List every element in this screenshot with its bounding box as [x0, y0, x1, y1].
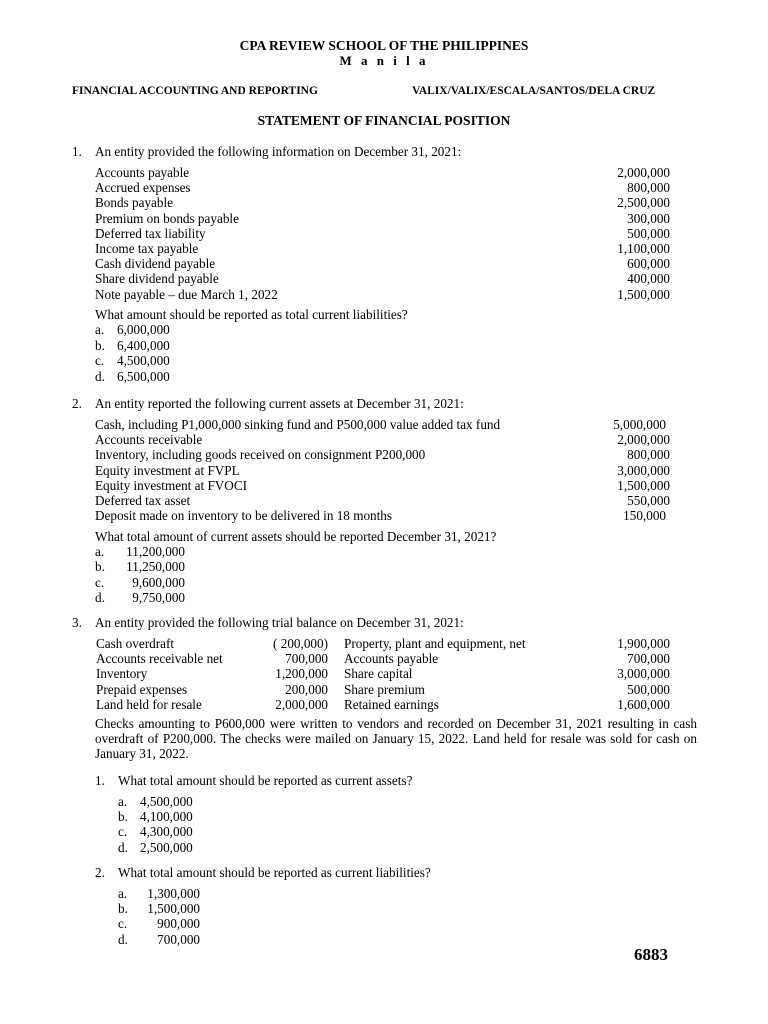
q2-item-row-amount: 5,000,000 [613, 417, 666, 432]
q3-stem: An entity provided the following trial balance on December 31, 2021: [95, 615, 464, 630]
answer-option [118, 840, 318, 855]
q3-right-row-amount: 500,000 [627, 681, 670, 697]
q2-item-row-amount: 800,000 [627, 447, 670, 463]
option-value: 6,500,000 [117, 368, 170, 384]
q3-right-row-label: Share capital [344, 666, 413, 682]
q3-right-row [344, 697, 670, 712]
q3-left-row-label: Land held for resale [96, 696, 202, 712]
q2-item-row [95, 432, 670, 447]
q2-item-row [95, 508, 670, 523]
option-value: 4,500,000 [117, 353, 170, 368]
q1-item-row-amount: 1,500,000 [617, 286, 670, 302]
answer-option [95, 544, 295, 559]
q3-left-row-amount: 200,000 [285, 681, 328, 697]
q3-left-row-amount: 700,000 [285, 651, 328, 667]
q3-left-row-label: Inventory [96, 666, 148, 682]
option-value: 6,400,000 [117, 337, 170, 353]
topic-title: STATEMENT OF FINANCIAL POSITION [257, 113, 511, 128]
answer-option [118, 824, 318, 839]
q3-number: 3. [72, 615, 82, 630]
q1-item-row [95, 226, 670, 241]
q1-item-row-label: Accrued expenses [95, 180, 191, 196]
option-letter: c. [95, 574, 105, 590]
q3-right-row-label: Accounts payable [344, 651, 439, 667]
q1-item-row [95, 256, 670, 271]
authors-label: VALIX/VALIX/ESCALA/SANTOS/DELA CRUZ [412, 85, 656, 97]
q1-question: What amount should be reported as total current liabilities? [95, 307, 408, 322]
q1-number: 1. [72, 144, 82, 159]
q3-right-row-label: Retained earnings [344, 696, 439, 712]
answer-option [95, 322, 295, 337]
q2-item-row-label: Deposit made on inventory to be delivered in 18 months [95, 508, 393, 524]
q2-number: 2. [72, 396, 82, 411]
option-letter: b. [95, 559, 105, 575]
q3-left-row-label: Accounts receivable net [96, 651, 223, 667]
q3-right-row-label: Property, plant and equipment, net [344, 636, 526, 651]
q2-item-row [95, 447, 670, 462]
q1-item-row-label: Premium on bonds payable [95, 210, 239, 226]
option-value: 11,200,000 [126, 544, 185, 559]
option-value: 900,000 [157, 916, 200, 932]
q2-item-row-amount: 2,000,000 [617, 432, 670, 448]
option-value: 9,750,000 [132, 589, 185, 605]
page-number: 6883 [634, 945, 668, 964]
q2-item-row [95, 463, 670, 478]
option-value: 11,250,000 [126, 559, 185, 575]
q3-sub1-number: 1. [95, 773, 105, 788]
q1-item-row [95, 287, 670, 302]
q2-question: What total amount of current assets should be reported December 31, 2021? [95, 529, 497, 544]
q1-item-row-label: Note payable – due March 1, 2022 [95, 286, 278, 302]
q1-item-row-label: Bonds payable [95, 195, 174, 211]
q1-item-row [95, 195, 670, 210]
q1-item-row-amount: 1,100,000 [617, 241, 670, 256]
q3-right-row-amount: 700,000 [627, 651, 670, 667]
q3-right-row [344, 651, 670, 666]
option-letter: b. [118, 809, 128, 825]
q2-item-row-label: Deferred tax asset [95, 493, 191, 508]
option-value: 9,600,000 [132, 574, 185, 590]
q1-item-row-label: Accounts payable [95, 165, 190, 180]
q1-item-row-amount: 600,000 [627, 256, 670, 272]
q3-left-row-label: Prepaid expenses [96, 681, 188, 697]
q2-item-row-amount: 3,000,000 [617, 462, 670, 478]
q2-stem: An entity reported the following current assets at December 31, 2021: [95, 396, 464, 411]
q1-item-row-label: Share dividend payable [95, 271, 219, 287]
q1-item-row-label: Income tax payable [95, 241, 199, 256]
answer-option [118, 916, 318, 931]
answer-option [95, 590, 295, 605]
q1-item-row-amount: 300,000 [627, 210, 670, 226]
answer-option [118, 901, 318, 916]
school-title: CPA REVIEW SCHOOL OF THE PHILIPPINES [239, 38, 529, 53]
q3-paragraph: Checks amounting to P600,000 were written to vendors and recorded on December 31, 2021 resulting in cash overdraft of P200,000. The checks were mailed on January 15, 2022. Land held for resale was sold for cash on January 31, 2022. [95, 716, 697, 762]
q3-left-row [96, 682, 328, 697]
q3-left-row-amount: 2,000,000 [275, 696, 328, 712]
option-value: 1,300,000 [147, 886, 200, 901]
option-value: 700,000 [157, 931, 200, 947]
q3-left-row [96, 651, 328, 666]
option-letter: b. [118, 901, 128, 917]
q2-item-row-amount: 150,000 [623, 508, 666, 524]
q3-left-row-amount: 1,200,000 [275, 666, 328, 682]
option-value: 2,500,000 [140, 839, 193, 855]
q1-item-row-amount: 500,000 [627, 225, 670, 241]
q3-left-row-label: Cash overdraft [96, 636, 174, 651]
q3-left-row-amount: ( 200,000) [273, 636, 328, 651]
option-letter: c. [118, 824, 128, 840]
answer-option [118, 932, 318, 947]
q3-right-row-amount: 3,000,000 [617, 666, 670, 682]
option-value: 6,000,000 [117, 322, 170, 337]
q2-item-row [95, 478, 670, 493]
subject-label: FINANCIAL ACCOUNTING AND REPORTING [72, 85, 318, 97]
answer-option [95, 353, 295, 368]
answer-option [118, 886, 318, 901]
q2-item-row-label: Cash, including P1,000,000 sinking fund and P500,000 value added tax fund [95, 417, 501, 432]
answer-option [95, 559, 295, 574]
q3-sub2-question: What total amount should be reported as current liabilities? [118, 865, 431, 880]
q2-item-row-label: Accounts receivable [95, 432, 203, 448]
q3-left-row [96, 666, 328, 681]
q2-item-row-label: Inventory, including goods received on consignment P200,000 [95, 447, 426, 463]
q3-right-row-label: Share premium [344, 681, 425, 697]
option-value: 1,500,000 [147, 901, 200, 917]
option-letter: a. [95, 322, 105, 337]
q3-right-row-amount: 1,900,000 [617, 636, 670, 651]
q1-item-row-amount: 800,000 [627, 180, 670, 196]
option-letter: d. [95, 368, 105, 384]
q2-item-row-label: Equity investment at FVPL [95, 462, 240, 478]
answer-option [95, 369, 295, 384]
q1-item-row-label: Deferred tax liability [95, 225, 206, 241]
q1-item-row [95, 211, 670, 226]
q1-item-row-amount: 2,500,000 [617, 195, 670, 211]
option-value: 4,500,000 [140, 794, 193, 809]
option-letter: c. [95, 353, 105, 368]
city-title: M a n i l a [339, 53, 429, 68]
option-letter: d. [118, 931, 128, 947]
answer-option [95, 575, 295, 590]
q1-item-row [95, 271, 670, 286]
q1-stem: An entity provided the following information on December 31, 2021: [95, 144, 462, 159]
q2-item-row-amount: 550,000 [627, 493, 670, 508]
q2-item-row [95, 417, 670, 432]
q1-item-row [95, 165, 670, 180]
q2-item-row-label: Equity investment at FVOCI [95, 477, 248, 493]
q1-item-row-label: Cash dividend payable [95, 256, 216, 272]
option-letter: a. [118, 886, 128, 901]
q2-item-row [95, 493, 670, 508]
q1-item-row [95, 241, 670, 256]
q1-item-row-amount: 400,000 [627, 271, 670, 287]
option-value: 4,300,000 [140, 824, 193, 840]
option-letter: a. [118, 794, 128, 809]
q3-sub1-question: What total amount should be reported as current assets? [118, 773, 413, 788]
q1-item-row-amount: 2,000,000 [617, 165, 670, 180]
answer-option [95, 338, 295, 353]
q3-left-row [96, 636, 328, 651]
option-letter: d. [118, 839, 128, 855]
option-letter: d. [95, 589, 105, 605]
q3-right-row [344, 666, 670, 681]
q3-right-row-amount: 1,600,000 [617, 696, 670, 712]
q3-right-row [344, 682, 670, 697]
q3-sub2-number: 2. [95, 865, 105, 880]
option-letter: b. [95, 337, 105, 353]
q3-right-row [344, 636, 670, 651]
option-letter: a. [95, 544, 105, 559]
answer-option [118, 809, 318, 824]
q1-item-row [95, 180, 670, 195]
option-letter: c. [118, 916, 128, 932]
q2-item-row-amount: 1,500,000 [617, 477, 670, 493]
option-value: 4,100,000 [140, 809, 193, 825]
answer-option [118, 794, 318, 809]
q3-left-row [96, 697, 328, 712]
